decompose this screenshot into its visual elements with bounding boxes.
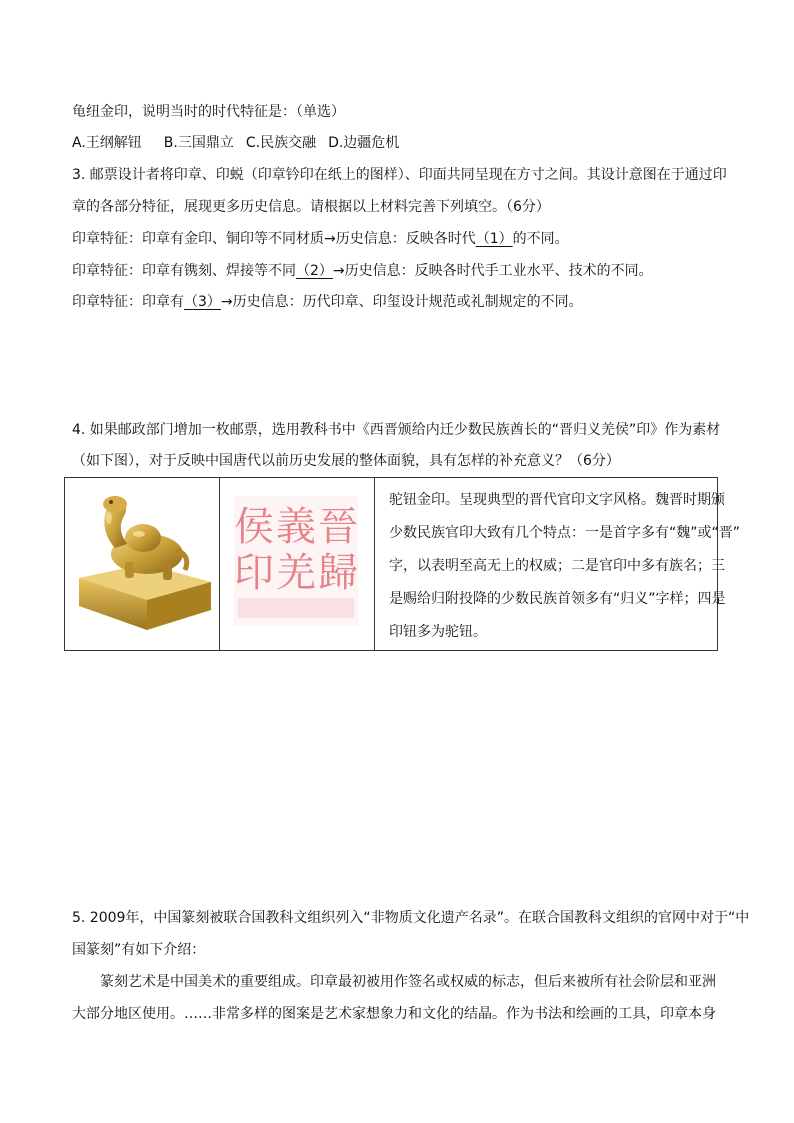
q3-row1-end: 的不同。: [512, 231, 569, 247]
blank-1: （1）: [475, 231, 513, 247]
q5-paragraph-line2: 大部分地区使用。……非常多样的图案是艺术家想象力和文化的结晶。作为书法和绘画的工具，印章本身: [72, 1006, 716, 1022]
seal-imprint-cell: [220, 478, 375, 651]
q3-row1-text: 印章特征：印章有金印、铜印等不同材质→历史信息：反映各时代: [72, 231, 476, 247]
q4-line1: 4. 如果邮政部门增加一枚邮票，选用教科书中《西晋颁给内迁少数民族酋长的“晋归义羌侯”印》作为素材: [72, 422, 721, 438]
seal-table: [64, 477, 741, 651]
seal-char-3: 義: [276, 504, 316, 550]
desc-line: 是赐给归附投降的少数民族首领多有“归义”字样；四是: [389, 591, 726, 607]
q3-row2: [72, 261, 653, 281]
option-a: A.王纲解钮: [72, 135, 142, 151]
q3-row3-end: →历史信息：历代印章、印玺设计规范或礼制规定的不同。: [220, 294, 583, 310]
seal-description: [389, 484, 741, 649]
q3-row2-end: →历史信息：反映各时代手工业水平、技术的不同。: [332, 263, 653, 279]
blank-2: （2）: [296, 263, 333, 279]
desc-line: 少数民族官印大致有几个特点：一是首字多有“魏”或“晋”: [389, 525, 741, 541]
option-d: D.边疆危机: [328, 135, 400, 151]
seal-photo-cell: [65, 478, 220, 651]
q5-paragraph-line1: 篆刻艺术是中国美术的重要组成。印章最初被用作签名或权威的标志，但后来被所有社会阶层和亚洲: [100, 974, 716, 990]
seal-char-5: 侯: [234, 504, 274, 550]
q4-line2: （如下图），对于反映中国唐代以前历史发展的整体面貌，具有怎样的补充意义？（6分）: [72, 453, 620, 469]
q3-line2: 章的各部分特征，展现更多历史信息。请根据以上材料完善下列填空。（6分）: [72, 199, 550, 215]
seal-char-6: 印: [234, 550, 274, 596]
q3-row3: [72, 292, 583, 312]
q2-options: [72, 133, 399, 153]
seal-imprint-image: [220, 478, 374, 646]
q3-line1: 3. 邮票设计者将印章、印蜕（印章钤印在纸上的图样）、印面共同呈现在方寸之间。其设计意图在于通过印: [72, 167, 727, 183]
option-c: C.民族交融: [245, 135, 317, 151]
q3-row2-text: 印章特征：印章有镌刻、焊接等不同: [72, 263, 296, 279]
seal-char-4: 羌: [276, 550, 316, 596]
desc-line: 字，以表明至高无上的权威；二是官印中多有族名；三: [389, 558, 725, 574]
option-b: B.三国鼎立: [163, 135, 234, 151]
blank-3: （3）: [184, 294, 221, 310]
seal-char-1: 晉: [318, 504, 358, 550]
seal-char-2: 歸: [318, 550, 358, 596]
q3-row1: [72, 229, 569, 249]
seal-description-cell: [375, 478, 741, 651]
q5-line1: 5. 2009年，中国篆刻被联合国教科文组织列入“非物质文化遗产名录”。在联合国教科文组织的官网中对于“中: [72, 910, 750, 926]
q3-row3-text: 印章特征：印章有: [72, 294, 184, 310]
desc-line: 印钮多为驼钮。: [389, 624, 487, 640]
q2-stem: 龟纽金印，说明当时的时代特征是：（单选）: [72, 104, 345, 120]
q5-line2: 国篆刻”有如下介绍：: [72, 942, 206, 958]
gold-camel-seal-image: [65, 478, 219, 646]
desc-line: 驼钮金印。呈现典型的晋代官印文字风格。魏晋时期颁: [389, 492, 725, 508]
